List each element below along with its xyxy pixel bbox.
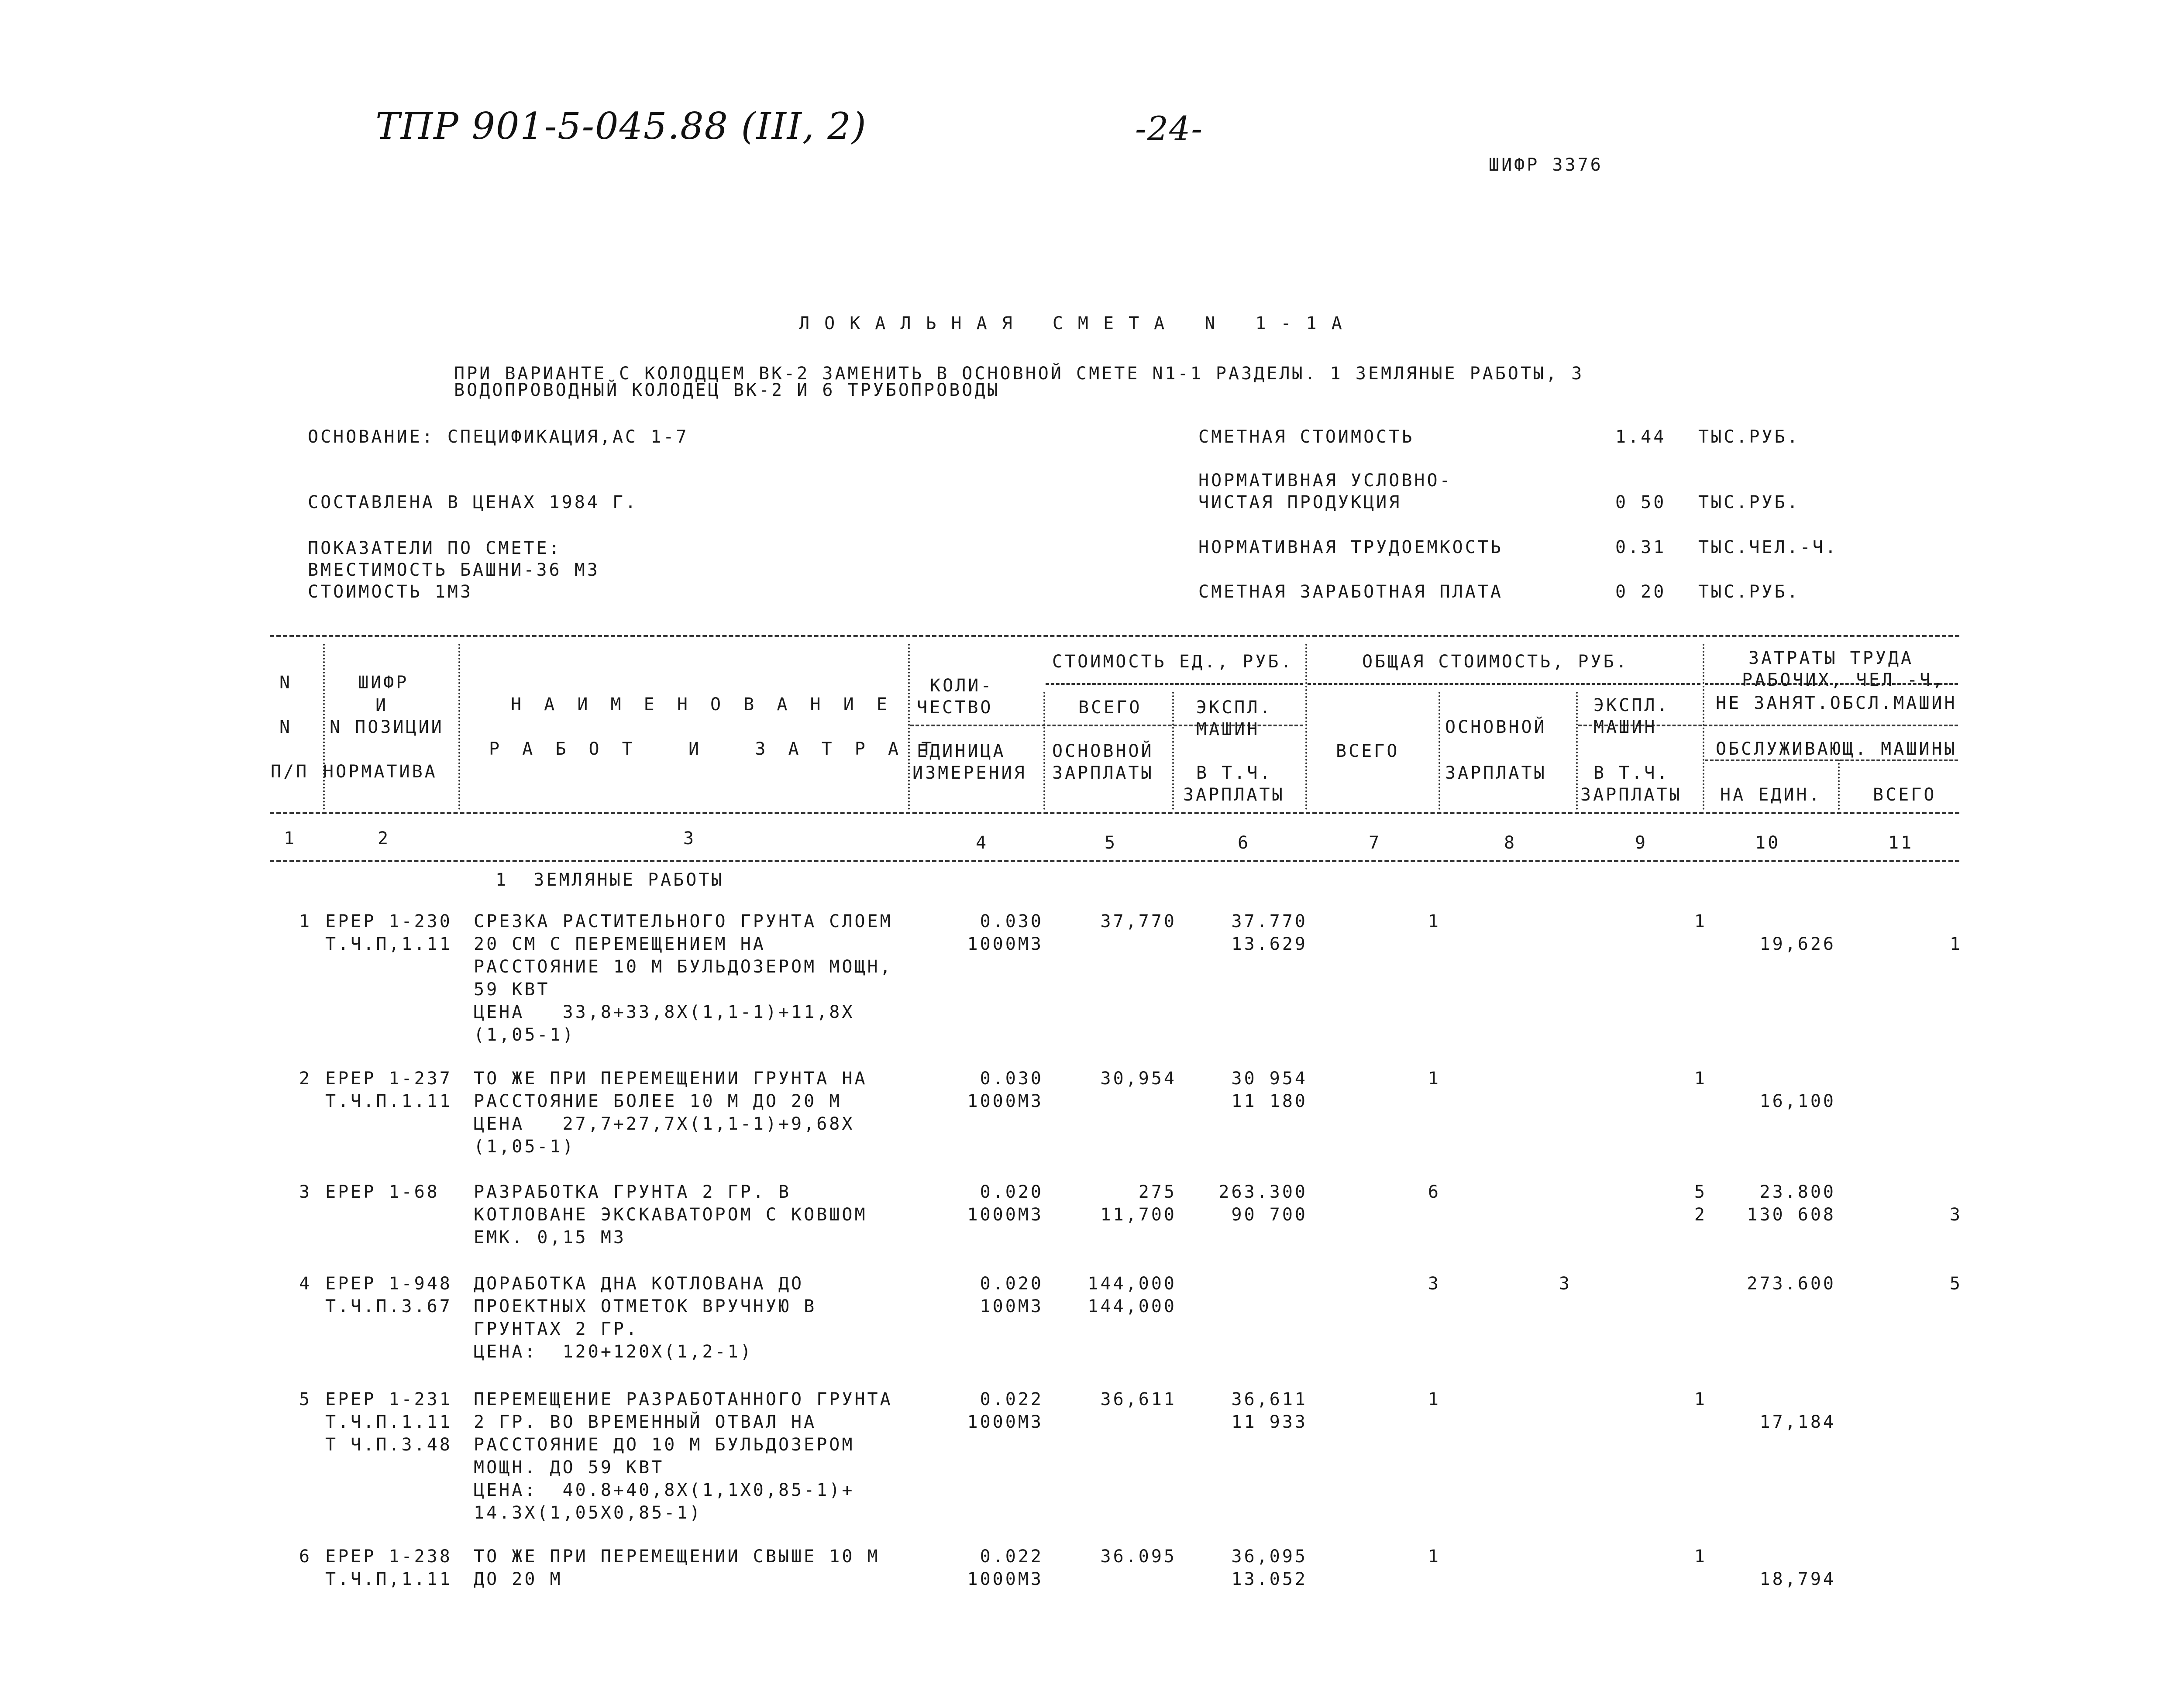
- row-number: 6: [299, 1546, 312, 1567]
- summary-unit: ТЫС.ЧЕЛ.-Ч.: [1698, 537, 1838, 557]
- header-col7: ВСЕГО: [1336, 741, 1400, 761]
- row-total-machines: 1: [1694, 1069, 1707, 1089]
- table-header-rule: [270, 812, 1959, 814]
- header-col5: ЗАРПЛАТЫ: [1052, 763, 1154, 783]
- column-number: 11: [1888, 833, 1914, 853]
- group-rule: [1046, 683, 1303, 685]
- row-labor-per-unit: 16,100: [1759, 1091, 1836, 1111]
- row-unit-cost-total: 36.095: [1100, 1546, 1177, 1567]
- header-col1: П/П: [271, 762, 309, 782]
- summary-unit: ТЫС.РУБ.: [1698, 582, 1800, 602]
- row-total-cost: 3: [1428, 1274, 1441, 1294]
- row-code: ЕРЕР 1-231: [325, 1389, 452, 1409]
- row-labor-per-unit: 23.800: [1759, 1182, 1836, 1202]
- row-total-machines: 1: [1694, 911, 1707, 931]
- row-quantity: 0.022: [980, 1389, 1043, 1409]
- row-description: РАЗРАБОТКА ГРУНТА 2 ГР. В: [474, 1182, 792, 1202]
- column-separator: [1439, 692, 1440, 810]
- row-unit: 1000М3: [967, 1412, 1043, 1432]
- header-col2: НОРМАТИВА: [323, 762, 437, 782]
- summary-value: 1.44: [1615, 427, 1666, 447]
- row-unit-cost-machine-wages: 11 933: [1231, 1412, 1308, 1432]
- prices-year-text: СОСТАВЛЕНА В ЦЕНАХ 1984 Г.: [308, 492, 638, 512]
- row-labor-per-unit: 18,794: [1759, 1569, 1836, 1589]
- column-number: 3: [683, 828, 696, 849]
- row-unit-cost-wages: 144,000: [1088, 1296, 1177, 1316]
- row-code: ЕРЕР 1-68: [325, 1182, 440, 1202]
- unit-cost-text: СТОИМОСТЬ 1М3: [308, 582, 473, 602]
- summary-value: 0 20: [1615, 582, 1666, 602]
- header-group-labor: ЗАТРАТЫ ТРУДА: [1748, 648, 1914, 668]
- row-labor-total: 5: [1949, 1274, 1962, 1294]
- row-unit-cost-machines: 37.770: [1231, 911, 1308, 931]
- row-description: РАССТОЯНИЕ ДО 10 М БУЛЬДОЗЕРОМ: [474, 1435, 855, 1455]
- document-code: ТПР 901-5-045.88 (III, 2): [375, 105, 867, 148]
- row-description: (1,05-1): [474, 1025, 575, 1045]
- group-rule: [1308, 683, 1700, 685]
- header-col8: ЗАРПЛАТЫ: [1445, 763, 1547, 783]
- row-labor-per-unit: 130 608: [1747, 1205, 1836, 1225]
- column-number: 6: [1238, 833, 1251, 853]
- row-unit-cost-total: 37,770: [1100, 911, 1177, 931]
- header-col1: N: [279, 673, 293, 693]
- header-col4: ЕДИНИЦА: [917, 741, 1006, 761]
- column-number: 2: [378, 828, 391, 849]
- table-numbers-rule: [270, 860, 1959, 862]
- column-separator: [1703, 644, 1704, 810]
- row-total-cost: 1: [1428, 911, 1441, 931]
- column-number: 7: [1369, 833, 1382, 853]
- row-code: Т.Ч.П.1.11: [325, 1091, 452, 1111]
- row-number: 2: [299, 1069, 312, 1089]
- column-separator: [908, 644, 910, 810]
- page-number: -24-: [1135, 109, 1204, 148]
- row-description: ПРОЕКТНЫХ ОТМЕТОК ВРУЧНУЮ В: [474, 1296, 817, 1316]
- header-col8: ОСНОВНОЙ: [1445, 717, 1547, 737]
- row-unit: 1000М3: [967, 1205, 1043, 1225]
- summary-unit: ТЫС.РУБ.: [1698, 492, 1800, 512]
- row-labor-per-unit: 273.600: [1747, 1274, 1836, 1294]
- row-unit-cost-total: 275: [1138, 1182, 1177, 1202]
- row-unit-cost-machines: 30 954: [1231, 1069, 1308, 1089]
- row-description: ЦЕНА 27,7+27,7Х(1,1-1)+9,68Х: [474, 1114, 855, 1134]
- header-col6: МАШИН: [1196, 719, 1260, 739]
- row-description: (1,05-1): [474, 1137, 575, 1157]
- row-description: 2 ГР. ВО ВРЕМЕННЫЙ ОТВАЛ НА: [474, 1412, 817, 1432]
- row-description: ДОРАБОТКА ДНА КОТЛОВАНА ДО: [474, 1274, 804, 1294]
- row-description: МОЩН. ДО 59 КВТ: [474, 1457, 664, 1478]
- row-description: СРЕЗКА РАСТИТЕЛЬНОГО ГРУНТА СЛОЕМ: [474, 911, 893, 931]
- summary-label: ЧИСТАЯ ПРОДУКЦИЯ: [1198, 492, 1402, 512]
- row-number: 3: [299, 1182, 312, 1202]
- indicators-label: ПОКАЗАТЕЛИ ПО СМЕТЕ:: [308, 538, 562, 558]
- row-labor-total: 1: [1949, 934, 1962, 954]
- row-unit: 1000М3: [967, 1569, 1043, 1589]
- header-col1: N: [279, 717, 293, 737]
- row-number: 1: [299, 911, 312, 931]
- column-number: 1: [284, 828, 297, 849]
- row-total-machine-wages: 2: [1694, 1205, 1707, 1225]
- row-unit-cost-total: 30,954: [1100, 1069, 1177, 1089]
- header-col2: N ПОЗИЦИИ: [330, 717, 444, 737]
- row-description: ТО ЖЕ ПРИ ПЕРЕМЕЩЕНИИ ГРУНТА НА: [474, 1069, 867, 1089]
- row-code: Т.Ч.П.3.67: [325, 1296, 452, 1316]
- estimate-subtitle-line1: ПРИ ВАРИАНТЕ С КОЛОДЦЕМ ВК-2 ЗАМЕНИТЬ В ОСНОВНОЙ СМЕТЕ N1-1 РАЗДЕЛЫ. 1 ЗЕМЛЯНЫЕ РАБОТЫ, 3: [454, 364, 1584, 384]
- row-description: ГРУНТАХ 2 ГР.: [474, 1319, 639, 1339]
- header-col4: ЧЕСТВО: [917, 698, 993, 718]
- row-unit-cost-wages: 11,700: [1100, 1205, 1177, 1225]
- row-unit-cost-total: 144,000: [1088, 1274, 1177, 1294]
- summary-value: 0 50: [1615, 492, 1666, 512]
- row-total-cost: 1: [1428, 1546, 1441, 1567]
- column-separator: [1305, 644, 1307, 810]
- estimate-subtitle-line2: ВОДОПРОВОДНЫЙ КОЛОДЕЦ ВК-2 И 6 ТРУБОПРОВОДЫ: [454, 380, 1000, 400]
- row-description: ТО ЖЕ ПРИ ПЕРЕМЕЩЕНИИ СВЫШЕ 10 М: [474, 1546, 880, 1567]
- row-total-machines: 1: [1694, 1546, 1707, 1567]
- header-col9: МАШИН: [1593, 717, 1657, 737]
- column-number: 5: [1105, 833, 1118, 853]
- row-description: РАССТОЯНИЕ 10 М БУЛЬДОЗЕРОМ МОЩН,: [474, 957, 893, 977]
- row-unit: 1000М3: [967, 934, 1043, 954]
- row-unit-cost-machines: 36,095: [1231, 1546, 1308, 1567]
- column-separator: [458, 644, 460, 810]
- row-labor-per-unit: 19,626: [1759, 934, 1836, 954]
- row-description: ЦЕНА 33,8+33,8Х(1,1-1)+11,8Х: [474, 1002, 855, 1022]
- row-code: ЕРЕР 1-238: [325, 1546, 452, 1567]
- header-col6: ЭКСПЛ.: [1196, 698, 1273, 718]
- column-number: 10: [1755, 833, 1781, 853]
- row-quantity: 0.030: [980, 1069, 1043, 1089]
- header-group-unit-cost: СТОИМОСТЬ ЕД., РУБ.: [1052, 652, 1294, 672]
- row-total-cost: 1: [1428, 1069, 1441, 1089]
- header-col2: И: [375, 695, 389, 715]
- header-group-total-cost: ОБЩАЯ СТОИМОСТЬ, РУБ.: [1362, 652, 1629, 672]
- row-description: 20 СМ С ПЕРЕМЕЩЕНИЕМ НА: [474, 934, 766, 954]
- summary-value: 0.31: [1615, 537, 1666, 557]
- column-separator: [323, 644, 325, 810]
- header-group-labor: НЕ ЗАНЯТ.ОБСЛ.МАШИН: [1716, 693, 1957, 713]
- row-labor-total: 3: [1949, 1205, 1962, 1225]
- header-group-labor: РАБОЧИХ, ЧЕЛ -Ч,: [1742, 670, 1945, 690]
- header-col4: КОЛИ-: [930, 676, 994, 696]
- summary-label: СМЕТНАЯ ЗАРАБОТНАЯ ПЛАТА: [1198, 582, 1503, 602]
- row-description: ЦЕНА: 40.8+40,8Х(1,1Х0,85-1)+: [474, 1480, 855, 1500]
- row-total-wages: 3: [1559, 1274, 1572, 1294]
- header-group-labor: ОБСЛУЖИВАЮЩ. МАШИНЫ: [1716, 739, 1957, 759]
- header-col5: ВСЕГО: [1078, 698, 1142, 718]
- row-unit-cost-machine-wages: 90 700: [1231, 1205, 1308, 1225]
- header-col9: ЭКСПЛ.: [1593, 695, 1670, 715]
- header-col2: ШИФР: [358, 673, 409, 693]
- cipher-label: ШИФР 3376: [1489, 155, 1603, 175]
- row-code: Т Ч.П.3.48: [325, 1435, 452, 1455]
- row-unit-cost-machine-wages: 13.629: [1231, 934, 1308, 954]
- header-col10: НА ЕДИН.: [1720, 785, 1822, 805]
- header-col6: ЗАРПЛАТЫ: [1183, 785, 1285, 805]
- column-number: 8: [1504, 833, 1517, 853]
- row-code: Т.Ч.П.1.11: [325, 1412, 452, 1432]
- row-total-cost: 6: [1428, 1182, 1441, 1202]
- column-number: 4: [976, 833, 989, 853]
- table-top-rule: [270, 635, 1959, 637]
- header-col4: ИЗМЕРЕНИЯ: [912, 763, 1027, 783]
- row-unit-cost-machines: 36,611: [1231, 1389, 1308, 1409]
- row-description: РАССТОЯНИЕ БОЛЕЕ 10 М ДО 20 М: [474, 1091, 842, 1111]
- row-unit-cost-total: 36,611: [1100, 1389, 1177, 1409]
- row-total-machines: 1: [1694, 1389, 1707, 1409]
- row-description: КОТЛОВАНЕ ЭКСКАВАТОРОМ С КОВШОМ: [474, 1205, 867, 1225]
- estimate-title: ЛОКАЛЬНАЯ СМЕТА N 1-1А: [799, 313, 1357, 333]
- row-unit-cost-machine-wages: 11 180: [1231, 1091, 1308, 1111]
- header-col9: В Т.Ч.: [1593, 763, 1670, 783]
- column-number: 9: [1635, 833, 1648, 853]
- header-col3-works: Р А Б О Т И З А Т Р А Т: [489, 739, 938, 759]
- row-number: 5: [299, 1389, 312, 1409]
- summary-label: НОРМАТИВНАЯ ТРУДОЕМКОСТЬ: [1198, 537, 1503, 557]
- row-labor-per-unit: 17,184: [1759, 1412, 1836, 1432]
- row-code: ЕРЕР 1-237: [325, 1069, 452, 1089]
- column-separator: [1043, 692, 1045, 810]
- basis-text: ОСНОВАНИЕ: СПЕЦИФИКАЦИЯ,АС 1-7: [308, 427, 689, 447]
- row-total-machines: 5: [1694, 1182, 1707, 1202]
- row-unit: 100М3: [980, 1296, 1043, 1316]
- column-separator: [1172, 692, 1174, 810]
- header-col6: В Т.Ч.: [1196, 763, 1273, 783]
- header-col3-name: Н А И М Е Н О В А Н И Е: [511, 694, 893, 715]
- capacity-text: ВМЕСТИМОСТЬ БАШНИ-36 М3: [308, 560, 600, 580]
- row-code: Т.Ч.П,1.11: [325, 1569, 452, 1589]
- header-col9: ЗАРПЛАТЫ: [1580, 785, 1682, 805]
- row-code: Т.Ч.П,1.11: [325, 934, 452, 954]
- row-unit-cost-machine-wages: 13.052: [1231, 1569, 1308, 1589]
- row-quantity: 0.030: [980, 911, 1043, 931]
- header-col11: ВСЕГО: [1873, 785, 1937, 805]
- row-unit: 1000М3: [967, 1091, 1043, 1111]
- row-number: 4: [299, 1274, 312, 1294]
- row-quantity: 0.020: [980, 1274, 1043, 1294]
- row-unit-cost-machines: 263.300: [1218, 1182, 1308, 1202]
- row-quantity: 0.022: [980, 1546, 1043, 1567]
- row-description: ЦЕНА: 120+120Х(1,2-1): [474, 1342, 753, 1362]
- column-separator: [1838, 759, 1840, 810]
- header-col5: ОСНОВНОЙ: [1052, 741, 1154, 761]
- row-description: ЕМК. 0,15 М3: [474, 1227, 626, 1247]
- section-title: 1 ЗЕМЛЯНЫЕ РАБОТЫ: [496, 870, 724, 890]
- row-quantity: 0.020: [980, 1182, 1043, 1202]
- row-description: 14.3Х(1,05Х0,85-1): [474, 1503, 702, 1523]
- row-description: 59 КВТ: [474, 979, 550, 1000]
- summary-unit: ТЫС.РУБ.: [1698, 427, 1800, 447]
- row-description: ДО 20 М: [474, 1569, 563, 1589]
- row-code: ЕРЕР 1-230: [325, 911, 452, 931]
- row-description: ПЕРЕМЕЩЕНИЕ РАЗРАБОТАННОГО ГРУНТА: [474, 1389, 893, 1409]
- row-code: ЕРЕР 1-948: [325, 1274, 452, 1294]
- row-total-cost: 1: [1428, 1389, 1441, 1409]
- column-separator: [1576, 692, 1578, 810]
- summary-label: НОРМАТИВНАЯ УСЛОВНО-: [1198, 471, 1452, 491]
- summary-label: СМЕТНАЯ СТОИМОСТЬ: [1198, 427, 1414, 447]
